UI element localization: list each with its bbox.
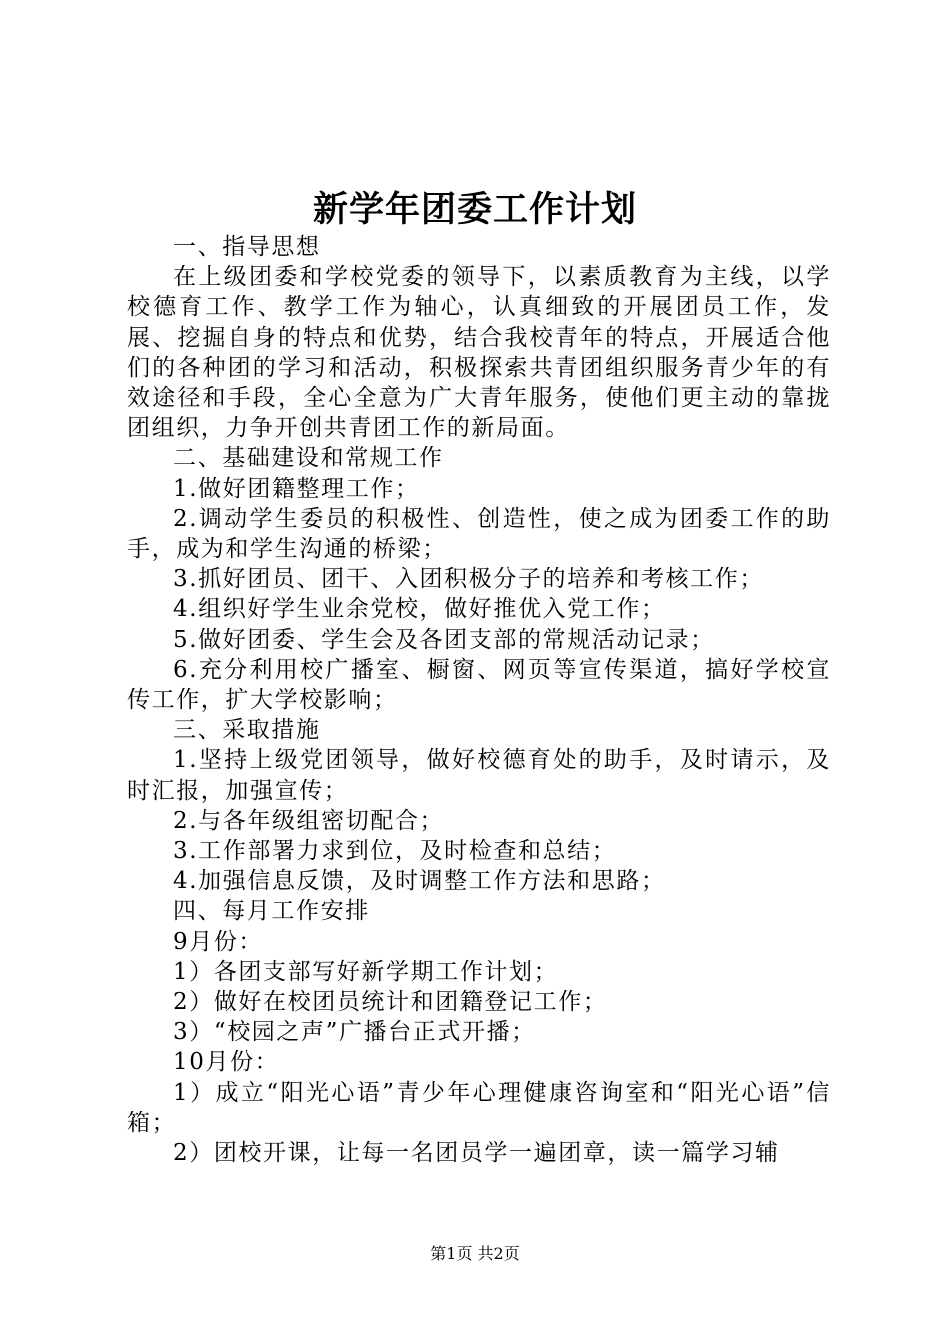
month-heading: 9月份：: [173, 928, 264, 955]
list-item: 2.调动学生委员的积极性、创造性，使之成为团委工作的助手，成为和学生沟通的桥梁；: [127, 505, 831, 563]
document-body: [127, 232, 831, 1168]
section-heading: 四、每月工作安排: [173, 898, 370, 925]
list-item: 4.加强信息反馈，及时调整工作方法和思路；: [173, 868, 666, 895]
document-title: 新学年团委工作计划: [312, 189, 637, 230]
page-footer: 第1页 共2页: [430, 1244, 520, 1263]
list-item: 5.做好团委、学生会及各团支部的常规活动记录；: [173, 626, 715, 653]
list-item: 2.与各年级组密切配合；: [173, 807, 445, 834]
list-item: 2）团校开课，让每一名团员学一遍团章，读一篇学习辅: [173, 1140, 780, 1167]
list-item: 3）“校园之声”广播台正式开播；: [173, 1019, 536, 1046]
paragraph: 在上级团委和学校党委的领导下，以素质教育为主线，以学校德育工作、教学工作为轴心，认真细致的开展团员工作，发展、挖掘自身的特点和优势，结合我校青年的特点，开展适合他们的各种团的学习和活动，积极探索共青团组织服务青少年的有效途径和手段，全心全意为广大青年服务，使他们更主动的靠拢团组织，力争开创共青团工作的新局面。: [127, 264, 831, 442]
section-heading: 二、基础建设和常规工作: [173, 445, 444, 472]
list-item: 6.充分利用校广播室、橱窗、网页等宣传渠道，搞好学校宣传工作，扩大学校影响；: [127, 656, 831, 714]
list-item: 1.坚持上级党团领导，做好校德育处的助手，及时请示，及时汇报，加强宣传；: [127, 747, 831, 804]
list-item: 1）成立“阳光心语”青少年心理健康咨询室和“阳光心语”信箱；: [127, 1079, 831, 1136]
section-heading: 三、采取措施: [173, 717, 321, 744]
list-item: 3.抓好团员、团干、入团积极分子的培养和考核工作；: [173, 566, 764, 593]
list-item: 3.工作部署力求到位，及时检查和总结；: [173, 838, 617, 865]
section-heading: 一、指导思想: [173, 234, 321, 260]
list-item: 1.做好团籍整理工作；: [173, 475, 420, 502]
list-item: 2）做好在校团员统计和团籍登记工作；: [173, 989, 608, 1016]
month-heading: 10月份：: [173, 1049, 280, 1076]
list-item: 4.组织好学生业余党校，做好推优入党工作；: [173, 596, 666, 623]
list-item: 1）各团支部写好新学期工作计划；: [173, 958, 559, 985]
